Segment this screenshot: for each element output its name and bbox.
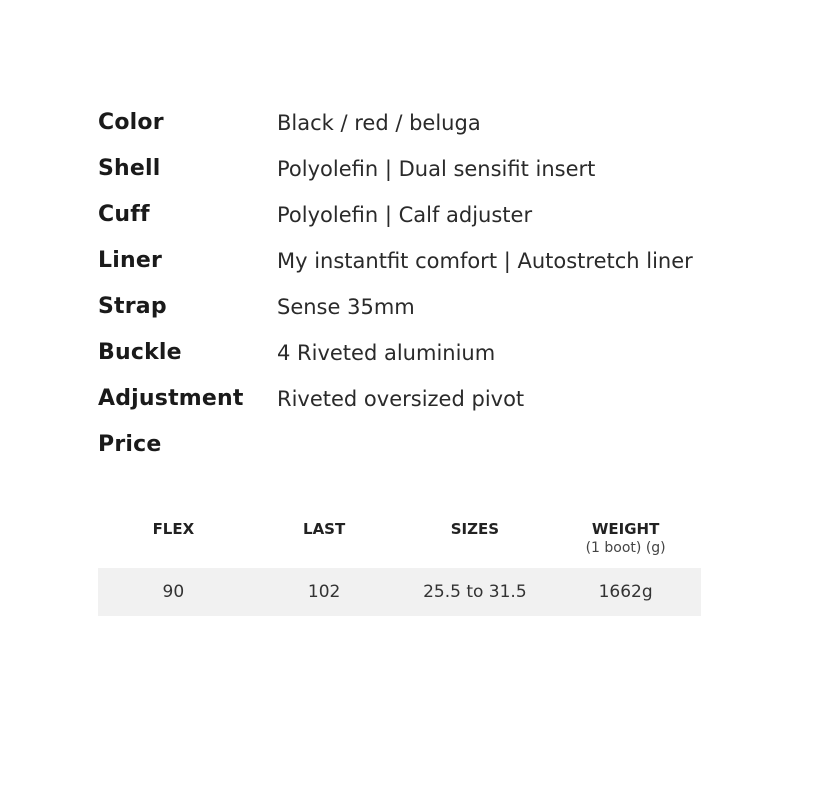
size-table [98, 518, 701, 616]
spec-label: Buckle [98, 340, 182, 365]
spec-value: My instantfit comfort | Autostretch liner [277, 249, 693, 273]
cell-flex: 90 [98, 568, 249, 616]
spec-row-cuff [98, 200, 718, 230]
spec-row-shell [98, 154, 718, 184]
header-weight [550, 518, 701, 568]
cell-weight: 1662g [550, 568, 701, 616]
spec-row-liner [98, 246, 718, 276]
table-row [98, 568, 701, 616]
header-label: SIZES [450, 520, 500, 538]
spec-value: Sense 35mm [277, 295, 415, 319]
spec-value: Polyolefin | Calf adjuster [277, 203, 533, 227]
header-label: FLEX [152, 520, 195, 538]
spec-value: Black / red / beluga [277, 111, 481, 135]
spec-row-adjustment [98, 384, 718, 414]
size-table-header-row [98, 518, 701, 568]
header-label: WEIGHT [591, 520, 660, 538]
spec-label: Adjustment [98, 386, 244, 411]
header-flex [98, 518, 249, 568]
spec-value: Polyolefin | Dual sensifit insert [277, 157, 596, 181]
spec-row-strap [98, 292, 718, 322]
header-label: LAST [303, 520, 346, 538]
cell-last: 102 [249, 568, 400, 616]
spec-label: Color [98, 110, 164, 135]
header-weight-subtitle: (1 boot) (g) [585, 540, 666, 556]
spec-row-color [98, 108, 718, 138]
spec-value: Riveted oversized pivot [277, 387, 525, 411]
spec-label: Shell [98, 156, 161, 181]
spec-label: Liner [98, 248, 162, 273]
spec-list [98, 108, 718, 476]
spec-row-buckle [98, 338, 718, 368]
cell-sizes: 25.5 to 31.5 [400, 568, 551, 616]
header-sizes [400, 518, 551, 568]
spec-label: Price [98, 432, 162, 457]
spec-value: 4 Riveted aluminium [277, 341, 496, 365]
spec-label: Strap [98, 294, 167, 319]
header-last [249, 518, 400, 568]
spec-label: Cuff [98, 202, 150, 227]
spec-row-price [98, 430, 718, 460]
